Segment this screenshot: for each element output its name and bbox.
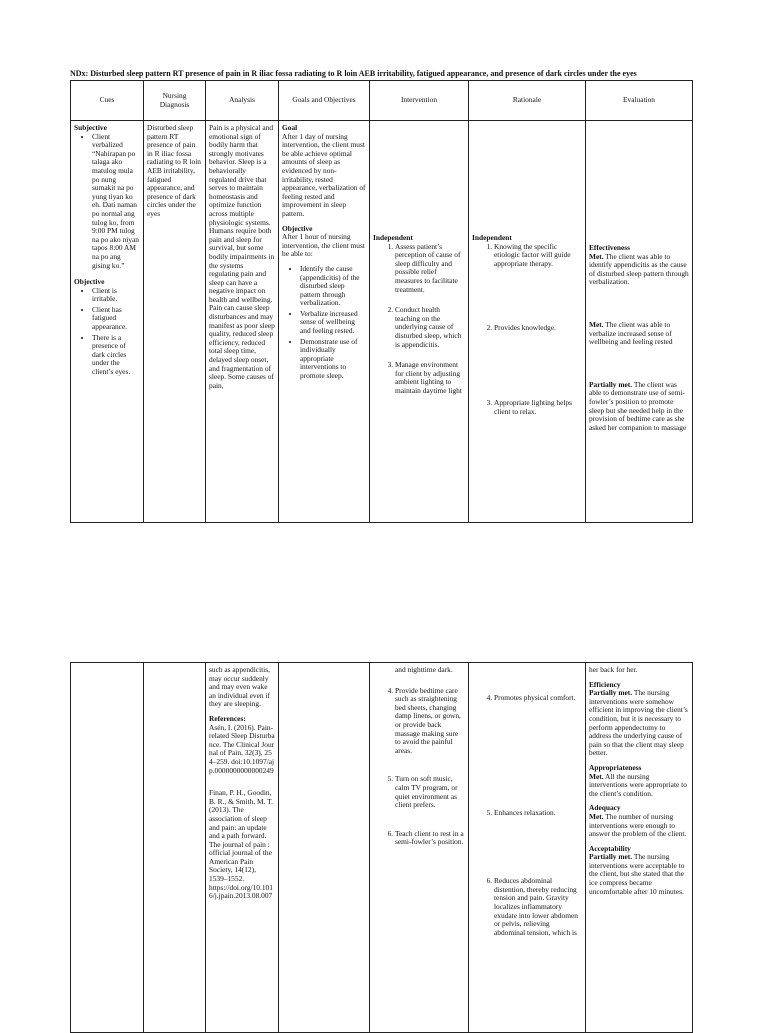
goals-cell bbox=[279, 121, 370, 523]
objective-label: Objective bbox=[74, 277, 105, 287]
evaluation-entry: Partially met. The nursing interventions were acceptable to the client, but she stated that the ice compress became uncomfortable after 10 minutes. bbox=[589, 852, 685, 896]
independent-label: Independent bbox=[373, 233, 413, 242]
intervention-item: 6. Teach client to rest in a semi-fowler’s position. bbox=[395, 830, 465, 847]
objective-item: • Client is irritable. bbox=[92, 287, 140, 304]
objective-item: • Client has fatigued appearance. bbox=[92, 306, 140, 332]
cues-cell bbox=[71, 121, 144, 523]
evaluation-entry: Met. The number of nursing interventions were enough to answer the problem of the client. bbox=[589, 811, 687, 839]
rationale-item: 6. Reduces abdominal distention, thereby reducing tension and pain. Gravity localizes inflammatory exudate into lower abdomen or pelvis, relieving abdominal tension, which is bbox=[494, 877, 582, 937]
intervention-cell bbox=[370, 663, 469, 1033]
rationale-item: 1. Knowing the specific etiologic factor will guide appropriate therapy. bbox=[494, 243, 582, 269]
intervention-item: 3. Manage environment for client by adjusting ambient lighting to maintain daytime light bbox=[395, 361, 465, 395]
intervention-continued: and nighttime dark. bbox=[395, 665, 453, 674]
intervention-item: 5. Turn on soft music, calm TV program, or quiet environment as client prefers. bbox=[395, 775, 465, 809]
subjective-item: • Client verbalized “Nahirapan po talaga ako matulog mula po nung sumakit na po yung tiyan ko eh. Dati naman po normal ang tulog ko, from 9:00 PM tulog na po ako niyan tapos 8:00 AM na po ang gising ko.” bbox=[92, 133, 140, 271]
reference-entry: Asén, I. (2016). Pain-related Sleep Disturbance. The Clinical Journal of Pain, 32(3), 254–259. doi:10.1097/ajp.0000000000000249 bbox=[209, 722, 275, 775]
header-analysis: Analysis bbox=[206, 81, 279, 121]
care-plan-table-page-1 bbox=[70, 80, 693, 523]
analysis-cell: Pain is a physical and emotional sign of bodily harm that strongly motivates behavior. Sleep is a behaviorally regulated drive that serves to maintain homeostasis and optimize function across multiple physiologic systems. Humans require both pain and sleep for survival, but some bodily impairments in the systems regulating pain and sleep can have a negative impact on health and wellbeing. Pain can cause sleep disturbances and may manifest as poor sleep quality, reduced sleep efficiency, reduced total sleep time, delayed sleep onset, and fragmentation of sleep. Some causes of pain, bbox=[206, 121, 279, 523]
diagnosis-cell: Disturbed sleep pattern RT presence of pain in R iliac fossa radiating to R loin AEB irritability, fatigued appearance, and presence of dark circles under the eyes bbox=[144, 121, 206, 523]
goal-label: Goal bbox=[282, 123, 298, 132]
header-cues: Cues bbox=[71, 81, 144, 121]
table-row bbox=[71, 121, 693, 523]
evaluation-entry: Met. All the nursing interventions were appropriate to the client’s condition. bbox=[589, 771, 687, 798]
table-row bbox=[71, 663, 693, 1033]
evaluation-entry: Met. The client was able to identify appendicitis as the cause of disturbed sleep pattern through verbalization. bbox=[589, 251, 689, 287]
independent-label: Independent bbox=[472, 233, 512, 242]
intervention-item: 4. Provide bedtime care such as straightening bed sheets, changing damp linens, or gown, or provide back massage making sure to avoid the painful areas. bbox=[395, 687, 465, 756]
reference-entry: Finan, P. H., Goodin, B. R., & Smith, M. T. (2013). The association of sleep and pain: an update and a path forward. The journal of pain : official journal of the American Pain Society, 14(12), 1539–1552. https://doi.org/10.1016/j.jpain.2013.08.007 bbox=[209, 788, 273, 901]
nursing-diagnosis-title: NDx: Disturbed sleep pattern RT presence of pain in R iliac fossa radiating to R loin AEB irritability, fatigued appearance, and presence of dark circles under the eyes bbox=[70, 69, 637, 78]
cues-cell bbox=[71, 663, 144, 1033]
intervention-item: 2. Conduct health teaching on the underlying cause of disturbed sleep, which is appendicitis. bbox=[395, 306, 465, 349]
objective-item: • Identify the cause (appendicitis) of the disturbed sleep pattern through verbalization. bbox=[300, 265, 366, 308]
evaluation-entry: Partially met. The nursing interventions were somehow efficient in improving the client’s condition, but it is necessary to perform appendectomy to address the underlying cause of pain so that the client may sleep better. bbox=[589, 688, 688, 758]
header-row bbox=[71, 81, 693, 121]
evaluation-continued: her back for her. bbox=[589, 665, 638, 674]
header-rationale: Rationale bbox=[469, 81, 586, 121]
evaluation-cell bbox=[586, 121, 693, 523]
objective-label: Objective bbox=[282, 223, 313, 233]
header-nursing-diagnosis: Nursing Diagnosis bbox=[144, 81, 206, 121]
adequacy-label: Adequacy bbox=[589, 803, 621, 813]
acceptability-label: Acceptability bbox=[589, 843, 631, 853]
rationale-item: 3. Appropriate lighting helps client to relax. bbox=[494, 399, 582, 416]
effectiveness-label: Effectiveness bbox=[589, 243, 631, 252]
evaluation-entry: Met. The client was able to verbalize increased sense of wellbeing and feeling rested bbox=[589, 319, 673, 347]
goal-text: After 1 day of nursing intervention, the client must be able achieve optimal amounts of sleep as evidenced by non-irritability, rested appearance, verbalization of feeling rested and improvement in sleep pattern. bbox=[282, 131, 366, 218]
rationale-item: 2. Provides knowledge. bbox=[494, 324, 582, 333]
rationale-cell bbox=[469, 663, 586, 1033]
header-intervention: Intervention bbox=[370, 81, 469, 121]
rationale-item: 4. Promotes physical comfort. bbox=[494, 694, 582, 703]
references-label: References: bbox=[209, 713, 246, 723]
rationale-item: 5. Enhances relaxation. bbox=[494, 809, 582, 818]
diagnosis-cell bbox=[144, 663, 206, 1033]
analysis-continued: such as appendicitis, may occur suddenly and may even wake an individual even if they are sleeping. bbox=[209, 665, 270, 709]
objective-item: • Verbalize increased sense of wellbeing and feeling rested. bbox=[300, 310, 366, 336]
header-goals: Goals and Objectives bbox=[279, 81, 370, 121]
subjective-label: Subjective bbox=[74, 123, 107, 132]
intervention-item: 1. Assess patient’s perception of cause of sleep difficulty and possible relief measures to facilitate treatment. bbox=[395, 243, 465, 295]
analysis-cell bbox=[206, 663, 279, 1033]
intervention-cell bbox=[370, 121, 469, 523]
objective-intro: After 1 hour of nursing intervention, the client must be able to: bbox=[282, 232, 365, 259]
objective-item: • Demonstrate use of individually appropriate interventions to promote sleep. bbox=[300, 338, 366, 381]
objective-item: • There is a presence of dark circles under the client’s eyes. bbox=[92, 334, 140, 377]
header-evaluation: Evaluation bbox=[586, 81, 693, 121]
efficiency-label: Efficiency bbox=[589, 679, 621, 689]
evaluation-cell bbox=[586, 663, 693, 1033]
goals-cell bbox=[279, 663, 370, 1033]
care-plan-table-page-2 bbox=[70, 662, 693, 1033]
evaluation-entry: Partially met. The client was able to demonstrate use of semi-fowler’s position to promote sleep but she needed help in the provision of bedtime care as she asked her companion to massage bbox=[589, 379, 687, 432]
rationale-cell bbox=[469, 121, 586, 523]
appropriateness-label: Appropriateness bbox=[589, 762, 642, 772]
